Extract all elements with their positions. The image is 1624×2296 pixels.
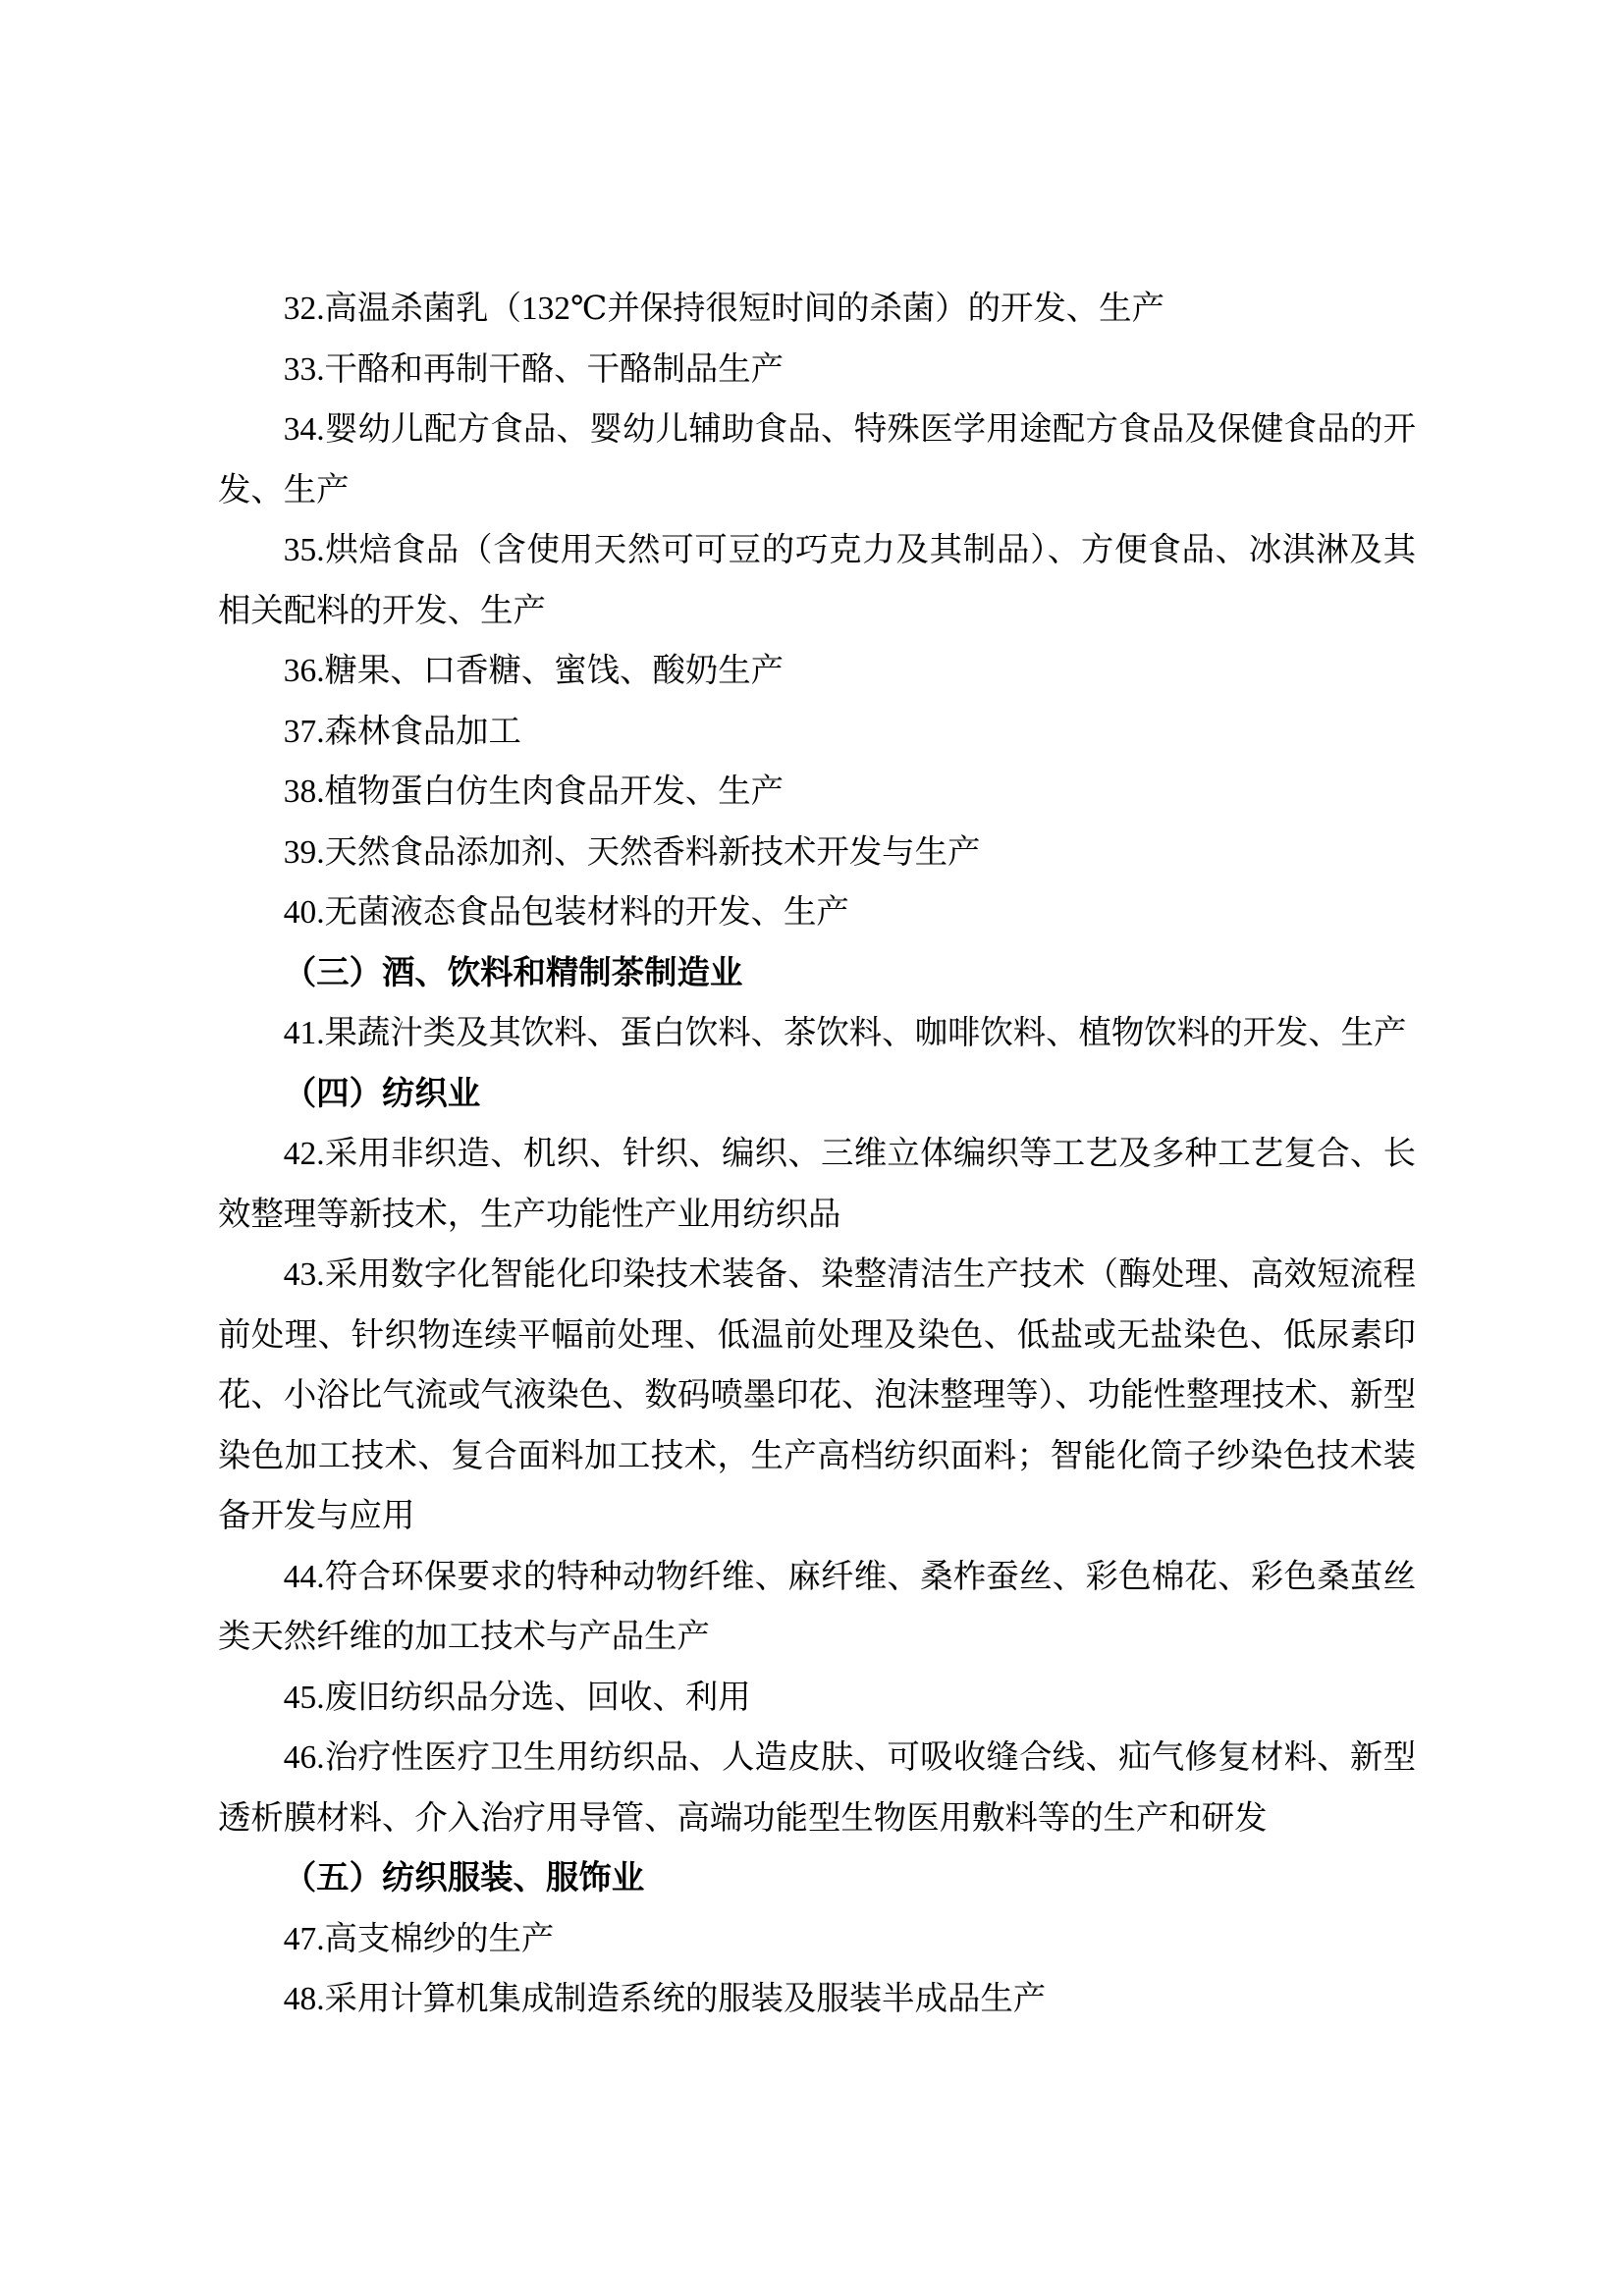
catalog-item-36: 36.糖果、口香糖、蜜饯、酸奶生产 [283,653,785,689]
section-heading-3-beverage: （三）酒、饮料和精制茶制造业 [283,954,743,991]
catalog-item-40: 40.无菌液态食品包装材料的开发、生产 [283,894,849,931]
catalog-item-32: 32.高温杀菌乳（132℃并保持很短时间的杀菌）的开发、生产 [283,291,1164,327]
catalog-item-46: 46.治疗性医疗卫生用纺织品、人造皮肤、可吸收缝合线、疝气修复材料、新型透析膜材料、介入治疗用导管、高端功能型生物医用敷料等的生产和研发 [218,1739,1416,1837]
catalog-item-33: 33.干酪和再制干酪、干酪制品生产 [283,350,785,388]
document-text-block [218,279,1416,2030]
catalog-item-38: 38.植物蛋白仿生肉食品开发、生产 [283,774,785,810]
catalog-item-44: 44.符合环保要求的特种动物纤维、麻纤维、桑柞蚕丝、彩色棉花、彩色桑茧丝类天然纤维的加工技术与产品生产 [218,1558,1416,1655]
catalog-item-41: 41.果蔬汁类及其饮料、蛋白饮料、茶饮料、咖啡饮料、植物饮料的开发、生产 [283,1015,1407,1051]
section-heading-4-textile: （四）纺织业 [283,1075,481,1112]
catalog-item-39: 39.天然食品添加剂、天然香料新技术开发与生产 [283,833,981,871]
catalog-item-35: 35.烘焙食品（含使用天然可可豆的巧克力及其制品）、方便食品、冰淇淋及其相关配料的开发、生产 [218,532,1416,629]
catalog-item-45: 45.废旧纺织品分选、回收、利用 [283,1679,751,1716]
catalog-item-34: 34.婴幼儿配方食品、婴幼儿辅助食品、特殊医学用途配方食品及保健食品的开发、生产 [218,411,1416,508]
catalog-item-43: 43.采用数字化智能化印染技术装备、染整清洁生产技术（酶处理、高效短流程前处理、针织物连续平幅前处理、低温前处理及染色、低盐或无盐染色、低尿素印花、小浴比气流或气液染色、数码喷墨印花、泡沫整理等）、功能性整理技术、新型染色加工技术、复合面料加工技术，生产高档纺织面料；智能化筒子纱染色技术装备开发与应用 [218,1256,1416,1534]
catalog-item-48: 48.采用计算机集成制造系统的服装及服装半成品生产 [283,1981,1047,2017]
section-heading-5-apparel: （五）纺织服装、服饰业 [283,1860,645,1896]
catalog-item-37: 37.森林食品加工 [283,713,521,750]
catalog-item-42: 42.采用非织造、机织、针织、编织、三维立体编织等工艺及多种工艺复合、长效整理等新技术，生产功能性产业用纺织品 [218,1136,1416,1233]
catalog-item-47: 47.高支棉纱的生产 [283,1920,555,1957]
